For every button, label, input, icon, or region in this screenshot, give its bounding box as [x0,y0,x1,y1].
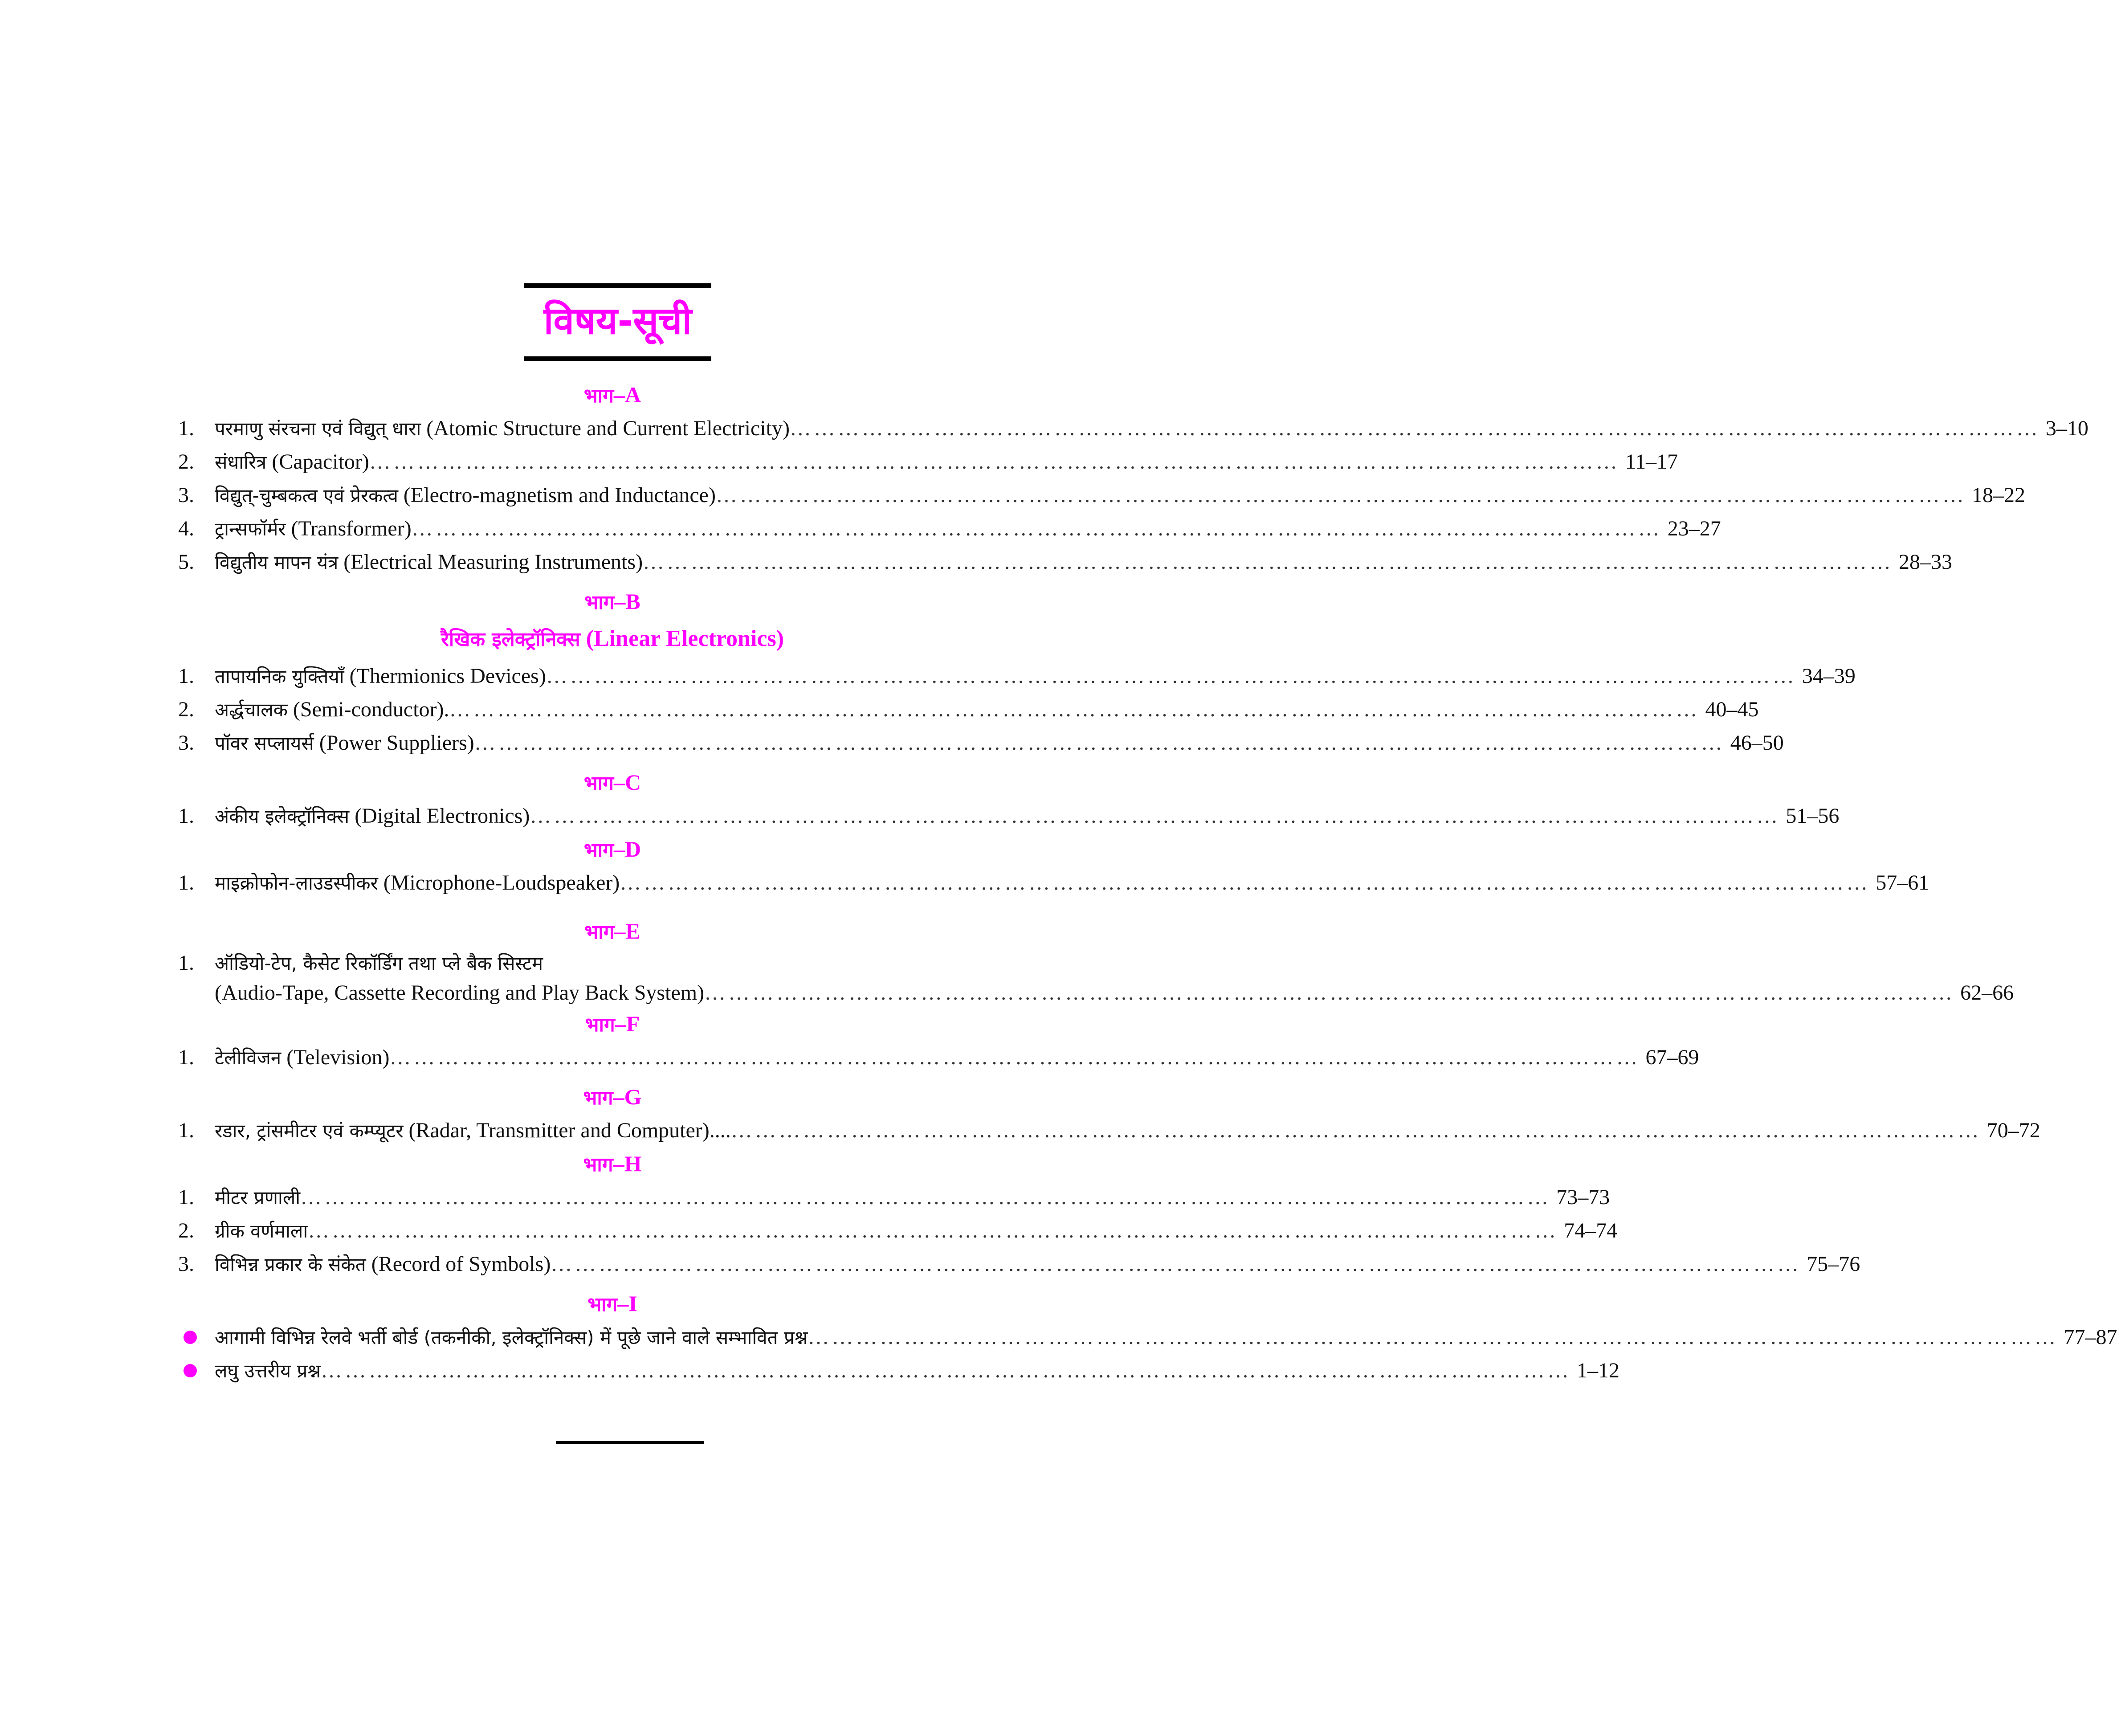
toc-entry[interactable] [178,693,1759,727]
entry-pages: 28–33 [1899,550,1953,574]
entry-title: ग्रीक वर्णमाला [215,1220,308,1242]
toc-entry[interactable] [178,512,1721,546]
toc-entry[interactable] [178,445,1678,479]
section-subtitle-b [178,619,1047,660]
toc-entry[interactable] [178,660,1856,693]
dot-leader [369,445,1620,478]
dot-leader [546,660,1797,693]
dot-leader [551,1248,1801,1281]
section-heading-letter: –G [613,1084,642,1109]
entry-number: 1. [178,664,194,688]
entry-title: ट्रान्सफॉर्मर (Transformer) [215,517,412,540]
entry-title-english: (Audio-Tape, Cassette Recording and Play Back System) [215,981,705,1005]
toc-entry[interactable] [178,546,1953,579]
section-heading-hindi: भाग [587,1293,618,1316]
entry-number: 3. [178,483,194,507]
dot-leader [412,512,1662,545]
entry-title: तापायनिक युक्तियाँ (Thermionics Devices) [215,664,546,688]
section-heading-h [178,1148,1047,1181]
dot-leader [731,1114,1982,1147]
entry-pages: 75–76 [1807,1252,1860,1276]
entry-title: लघु उत्तरीय प्रश्न [215,1360,321,1382]
toc-entry-line2[interactable] [178,978,2014,1008]
entry-number: 3. [178,731,194,755]
toc-entry[interactable] [178,1321,2117,1354]
entry-number: 1. [178,871,194,895]
entry-pages: 70–72 [1986,1119,2040,1142]
section-heading-b [178,585,1047,619]
section-heading-letter: –C [614,770,641,795]
toc-entry[interactable] [178,1114,2040,1148]
section-heading-letter: –I [617,1291,637,1316]
entry-pages: 57–61 [1876,871,1929,895]
dot-leader [449,693,1700,726]
entry-pages: 67–69 [1645,1046,1699,1069]
entry-pages: 40–45 [1705,698,1759,721]
toc-entry[interactable] [178,866,1929,900]
entry-pages: 51–56 [1786,804,1840,828]
entry-title: विद्युत्-चुम्बकत्व एवं प्रेरकत्व (Electro-magnetism and Inductance) [215,483,716,507]
page-title: विषय-सूची [543,299,692,343]
section-heading-e [178,915,1047,948]
section-heading-hindi: भाग [583,1153,613,1176]
entry-number: 4. [178,517,194,540]
toc-entry[interactable] [178,479,2025,512]
dot-leader [643,546,1893,579]
entry-pages: 1–12 [1577,1359,1620,1382]
bullet-icon [178,1321,215,1354]
section-heading-hindi: भाग [584,921,615,944]
entry-pages: 73–73 [1556,1185,1610,1209]
section-heading-g [178,1081,1047,1114]
section-heading-f [178,1008,1047,1041]
entry-number: 2. [178,698,194,721]
bullet-icon [178,1354,215,1387]
section-heading-i [178,1287,1047,1321]
title-block [524,283,711,361]
entry-title: अंकीय इलेक्ट्रॉनिक्स (Digital Electronics) [215,804,530,828]
entry-number: 5. [178,550,194,574]
entry-number: 1. [178,1119,194,1142]
toc-entry[interactable] [178,1354,1620,1388]
section-heading-hindi: भाग [583,772,614,795]
entry-title: मीटर प्रणाली [215,1187,301,1209]
entry-number: 2. [178,450,194,474]
section-heading-letter: –E [614,919,640,944]
toc-entry[interactable] [178,1181,1610,1214]
entry-pages: 62–66 [1960,981,2014,1005]
entry-number: 1. [178,951,194,975]
entry-number: 1. [178,804,194,828]
dot-leader [321,1354,1571,1387]
entry-title: आगामी विभिन्न रेलवे भर्ती बोर्ड (तकनीकी, इलेक्ट्रॉनिक्स) में पूछे जाने वाले सम्भावित प्रश्न [215,1327,808,1348]
entry-title: अर्द्धचालक (Semi-conductor). [215,698,449,721]
section-heading-hindi: भाग [584,591,615,614]
entry-number: 1. [178,1046,194,1069]
entry-number: 1. [178,417,194,440]
entry-pages: 46–50 [1730,731,1784,755]
entry-pages: 77–87 [2064,1325,2117,1349]
section-heading-a [178,379,1047,412]
section-heading-letter: –B [614,589,640,614]
section-heading-d [178,833,1047,866]
dot-leader [300,1181,1551,1214]
subtitle-english: (Linear Electronics) [580,626,784,651]
entry-title: पॉवर सप्लायर्स (Power Suppliers) [215,731,474,755]
subtitle-hindi: रैखिक इलेक्ट्रॉनिक्स [441,628,580,651]
toc-entry-line1[interactable] [178,948,1047,978]
section-heading-hindi: भाग [585,1013,615,1036]
dot-leader [620,866,1870,899]
entry-pages: 74–74 [1564,1219,1618,1242]
toc-entry[interactable] [178,1041,1699,1074]
entry-title-hindi: ऑडियो-टेप, कैसेट रिकॉर्डिंग तथा प्ले बैक सिस्टम [215,952,543,974]
section-heading-hindi: भाग [583,839,614,862]
entry-pages: 3–10 [2045,417,2088,440]
entry-title: रडार, ट्रांसमीटर एवं कम्प्यूटर (Radar, Transmitter and Computer).... [215,1119,731,1142]
section-heading-c [178,766,1047,800]
entry-number: 3. [178,1252,194,1276]
toc-entry[interactable] [178,727,1784,760]
entry-pages: 23–27 [1667,517,1721,540]
section-heading-letter: –H [613,1151,642,1176]
entry-title: विद्युतीय मापन यंत्र (Electrical Measuring Instruments) [215,550,643,574]
toc-entry[interactable] [178,1214,1618,1248]
toc-entry[interactable] [178,1248,1860,1281]
table-of-contents [178,379,2117,1388]
entry-pages: 11–17 [1625,450,1678,474]
dot-leader [530,800,1780,833]
dot-leader [790,412,2040,445]
section-heading-letter: –D [614,837,641,862]
entry-title: माइक्रोफोन-लाउडस्पीकर (Microphone-Loudspeaker) [215,871,620,895]
dot-leader [389,1041,1640,1074]
entry-title: परमाणु संरचना एवं विद्युत् धारा (Atomic Structure and Current Electricity) [215,417,790,440]
toc-entry[interactable] [178,412,2088,445]
dot-leader [474,727,1725,760]
section-heading-letter: –F [615,1011,640,1036]
dot-leader [704,978,1955,1008]
entry-title: टेलीविजन (Television) [215,1046,390,1069]
entry-number: 2. [178,1219,194,1242]
title-rule-bottom [524,356,711,361]
section-heading-hindi: भाग [583,384,614,407]
title-rule-top [524,283,711,288]
dot-leader [308,1214,1558,1247]
section-heading-letter: –A [614,382,641,407]
end-rule [556,1441,704,1444]
dot-leader [716,479,1966,512]
entry-number: 1. [178,1185,194,1209]
entry-pages: 34–39 [1802,664,1856,688]
entry-pages: 18–22 [1971,483,2025,507]
section-heading-hindi: भाग [583,1087,613,1109]
dot-leader [808,1321,2058,1354]
entry-title: विभिन्न प्रकार के संकेत (Record of Symbols) [215,1252,551,1276]
entry-title: संधारित्र (Capacitor) [215,450,369,474]
toc-entry[interactable] [178,800,1840,833]
